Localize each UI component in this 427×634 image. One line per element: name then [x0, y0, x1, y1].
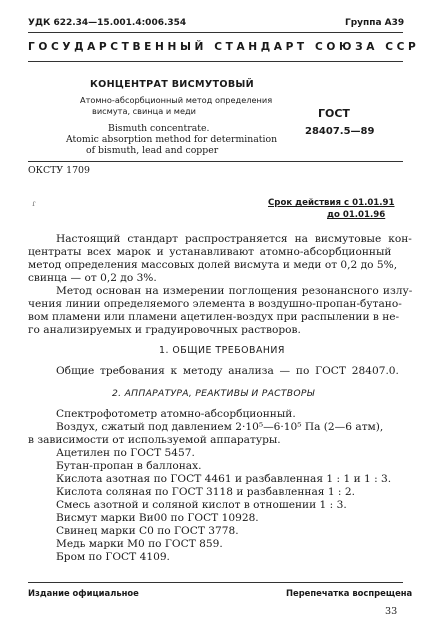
document-name: КОНЦЕНТРАТ ВИСМУТОВЫЙ — [90, 79, 255, 90]
method-line: Метод основан на измерении поглощения резонансного излу- — [56, 285, 413, 297]
list-item: Медь марки М0 по ГОСТ 859. — [56, 538, 223, 550]
list-item: Ацетилен по ГОСТ 5457. — [56, 447, 195, 459]
list-item: в зависимости от используемой аппаратуры. — [28, 434, 281, 446]
intro-line: центраты всех марок и устанавливают атомно-абсорбционный — [28, 246, 392, 258]
intro-line: метод определения массовых долей висмута и меди от 0,2 до 5%, — [28, 259, 398, 271]
list-item: Кислота соляная по ГОСТ 3118 и разбавленная 1 : 2. — [56, 486, 355, 498]
section1-heading: 1. ОБЩИЕ ТРЕБОВАНИЯ — [159, 345, 285, 356]
title-en-line3: of bismuth, lead and copper — [86, 145, 219, 156]
gost-number: 28407.5—89 — [305, 126, 375, 137]
section1-text: Общие требования к методу анализа — по ГОСТ 28407.0. — [56, 365, 399, 377]
list-item: Бутан-пропан в баллонах. — [56, 460, 202, 472]
validity-start: Срок действия с 01.01.91 — [268, 198, 395, 208]
standard-title: ГОСУДАРСТВЕННЫЙ СТАНДАРТ СОЮЗА ССР — [28, 41, 420, 53]
header-rule-bottom — [28, 61, 403, 62]
title-en-line2: Atomic absorption method for determination — [66, 134, 278, 145]
footer-reprint: Перепечатка воспрещена — [286, 588, 413, 598]
validity-end: до 01.01.96 — [327, 210, 386, 220]
group-code: Группа А39 — [345, 18, 405, 28]
intro-line: свинца — от 0,2 до 3%. — [28, 272, 157, 284]
list-item: Бром по ГОСТ 4109. — [56, 551, 170, 563]
margin-mark: ɾ — [32, 199, 36, 208]
title-en-line1: Bismuth concentrate. — [108, 123, 210, 134]
list-item: Смесь азотной и соляной кислот в отношении 1 : 3. — [56, 499, 347, 511]
list-item: Висмут марки Ви00 по ГОСТ 10928. — [56, 512, 259, 524]
gost-label: ГОСТ — [318, 107, 350, 120]
section2-heading: 2. АППАРАТУРА, РЕАКТИВЫ И РАСТВОРЫ — [112, 388, 315, 399]
list-item: Свинец марки С0 по ГОСТ 3778. — [56, 525, 239, 537]
okstu-code: ОКСТУ 1709 — [28, 165, 90, 176]
intro-line: Настоящий стандарт распространяется на висмутовые кон- — [56, 233, 412, 245]
method-line: вом пламени или пламени ацетилен-воздух при распылении в не- — [28, 311, 400, 323]
list-item: Кислота азотная по ГОСТ 4461 и разбавленная 1 : 1 и 1 : 3. — [56, 473, 392, 485]
list-item: Спектрофотометр атомно-абсорбционный. — [56, 408, 296, 420]
footer-rule — [28, 582, 403, 583]
footer-edition: Издание официальное — [28, 588, 139, 598]
page-number: 33 — [385, 606, 398, 617]
title-ru-line1: Атомно-абсорбционный метод определения — [80, 95, 273, 105]
title-rule — [28, 161, 403, 162]
method-line: чения линии определяемого элемента в воздушно-пропан-бутано- — [28, 298, 402, 310]
header-rule-top — [28, 32, 403, 33]
udk-code: УДК 622.34—15.001.4:006.354 — [28, 18, 187, 28]
title-ru-line2: висмута, свинца и меди — [92, 106, 196, 116]
list-item: Воздух, сжатый под давлением 2·10⁵—6·10⁵ Па (2—6 атм), — [56, 421, 384, 433]
method-line: го анализируемых и градуировочных растворов. — [28, 324, 301, 336]
